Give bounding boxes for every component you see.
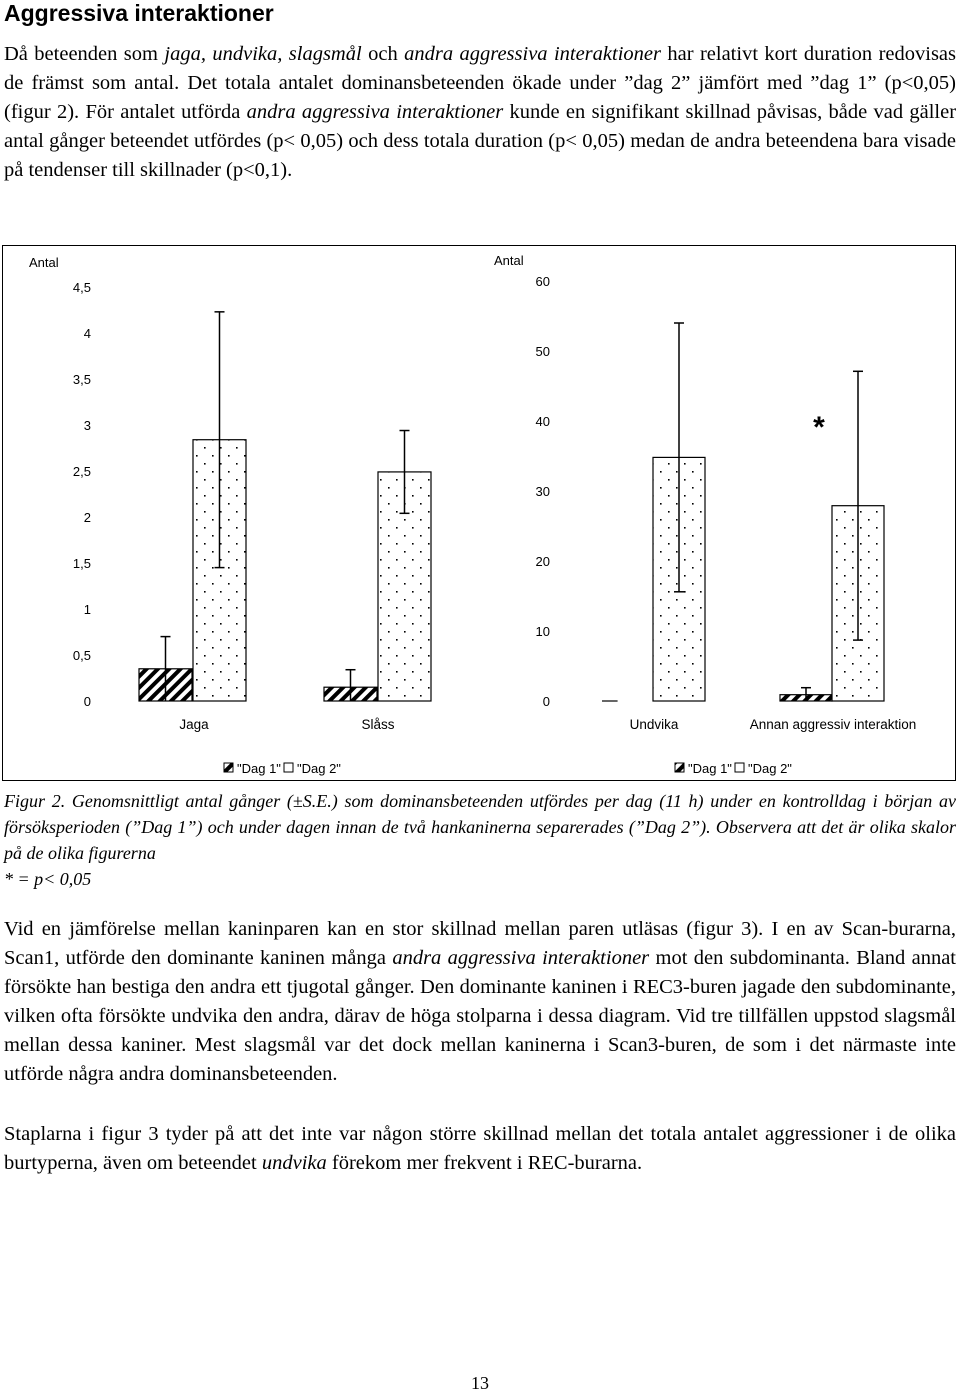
page-number: 13	[471, 1373, 489, 1393]
y-tick-label: 20	[535, 554, 550, 569]
y-tick-label: 40	[535, 414, 550, 429]
conclusion-paragraph	[4, 1120, 956, 1178]
italic-run: undvika	[261, 1152, 327, 1174]
legend-swatch-dag1	[675, 763, 684, 772]
legend-swatch-dag1	[224, 763, 233, 772]
italic-run: andra aggressiva interaktioner	[404, 43, 661, 65]
section-heading: Aggressiva interaktioner	[4, 0, 274, 26]
legend-label: "Dag 2"	[297, 761, 341, 776]
y-tick-label: 10	[535, 624, 550, 639]
y-tick-label: 30	[535, 484, 550, 499]
italic-run: andra aggressiva interaktioner	[392, 947, 650, 969]
y-tick-label: 50	[535, 344, 550, 359]
legend-swatch-dag2	[735, 763, 744, 772]
y-tick-label: 4	[83, 326, 91, 341]
legend-label: "Dag 2"	[748, 761, 792, 776]
italic-run: jaga, undvika, slagsmål	[164, 43, 362, 65]
comparison-paragraph	[4, 915, 956, 1089]
category-label: Slåss	[361, 717, 395, 732]
text-run: och	[361, 43, 405, 65]
text-run: Vid en jämförelse mellan kaninparen kan en stor skillnad mellan paren utläsas (figur 3). I en av Scan-burarna, Scan1, utförde den dominante kaninen många	[4, 918, 956, 969]
y-tick-label: 1	[83, 602, 91, 617]
y-tick-label: 1,5	[72, 556, 91, 571]
category-label: Undvika	[629, 717, 679, 732]
italic-run: andra aggressiva interaktioner	[246, 101, 504, 123]
chart-right	[494, 253, 916, 776]
y-tick-label: 0	[83, 694, 91, 709]
y-tick-label: 2,5	[72, 464, 91, 479]
caption-significance-note: * = p< 0,05	[4, 869, 92, 889]
category-label: Jaga	[179, 717, 209, 732]
intro-paragraph	[4, 40, 956, 185]
y-tick-label: 2	[83, 510, 91, 525]
text-run: har relativt kort duration redovisas de främst som antal. Det totala antalet dominansbeteenden ökade under ”dag 2” jämfört med ”dag 1” (p<0,05) (figur 2). För antalet utförda	[4, 43, 956, 123]
text-run: förekom mer frekvent i REC-burarna.	[326, 1152, 643, 1174]
y-tick-label: 0,5	[72, 648, 91, 663]
legend-swatch-dag2	[284, 763, 293, 772]
y-tick-label: 3,5	[72, 372, 91, 387]
y-tick-label: 4,5	[72, 280, 91, 295]
legend-label: "Dag 1"	[688, 761, 732, 776]
text-run: Staplarna i figur 3 tyder på att det inte var någon större skillnad mellan det totala antalet aggressioner i de olika burtyperna, även om beteendet	[4, 1123, 956, 1174]
text-run: mot den subdominanta. Bland annat försökte han bestiga den andra ett tjugotal gånger. Den dominante kaninen i REC3-buren jagade den subdominante, vilken ofta försökte undvika den andra, därav de höga stolparna i dessa diagram. Vid tre tillfällen uppstod slagsmål mellan dessa kaniner. Mest slagsmål var det dock mellan kaninerna i Scan3-buren, de som i det närmaste inte utförde några andra dominansbeteenden.	[4, 947, 957, 1085]
figure-2-charts	[2, 245, 956, 781]
legend-label: "Dag 1"	[237, 761, 281, 776]
y-tick-label: 0	[542, 694, 550, 709]
caption-text: Figur 2. Genomsnittligt antal gånger (±S.E.) som dominansbeteenden utfördes per dag (11 h) under en kontrolldag i början av försöksperioden (”Dag 1”) och under dagen innan de två hankaninerna separerades (”Dag 2”). Observera att det är olika skalor på de olika figurerna	[4, 791, 956, 863]
y-tick-label: 60	[535, 274, 550, 289]
category-label: Annan aggressiv interaktion	[749, 717, 917, 732]
y-axis-title: Antal	[494, 253, 524, 268]
text-run: Då beteenden som	[4, 43, 165, 65]
text-run: kunde en signifikant skillnad påvisas, både vad gäller antal gånger beteendet utfördes (p< 0,05) och dess totala duration (p< 0,05) medan de andra beteendena bara visade på tendenser till skillnader (p<0,1).	[4, 101, 957, 181]
significance-marker: *	[813, 411, 825, 444]
figure-caption	[4, 788, 956, 892]
chart-left	[29, 255, 431, 776]
y-axis-title: Antal	[29, 255, 59, 270]
y-tick-label: 3	[83, 418, 91, 433]
